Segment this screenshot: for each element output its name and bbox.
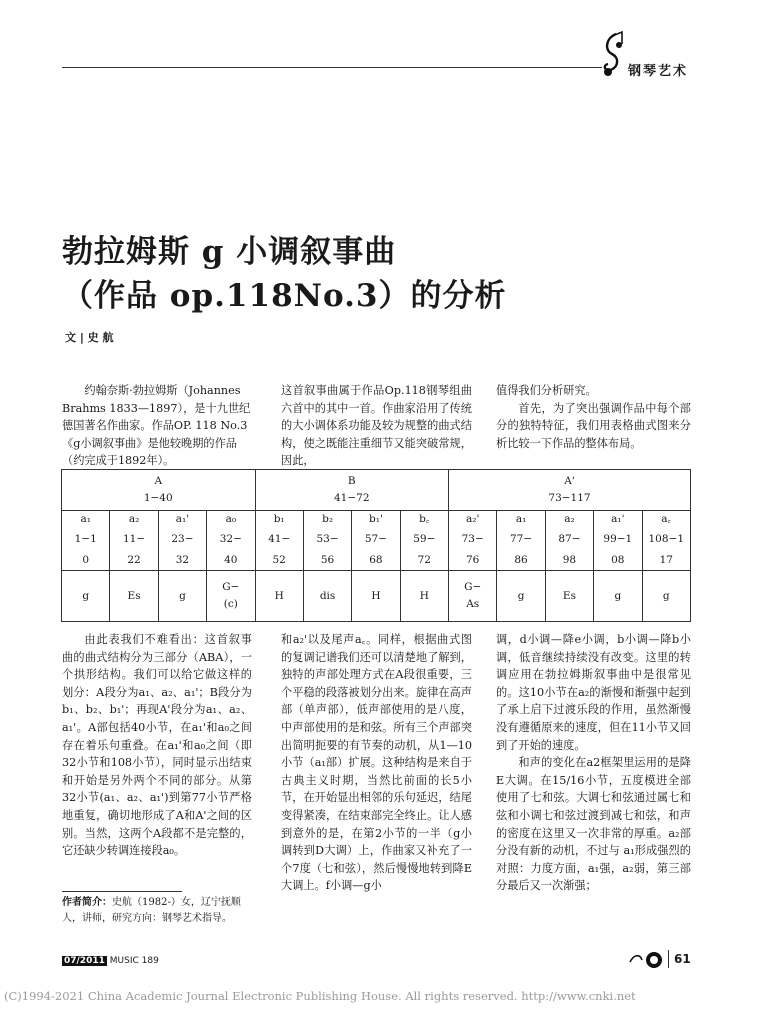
magazine-logo xyxy=(628,950,664,970)
section-cell: A 1−40 xyxy=(62,470,256,511)
table-cell: b꜀ xyxy=(400,511,448,529)
bar-row xyxy=(62,550,691,571)
section-cell: A' 73−117 xyxy=(449,470,691,511)
paragraph: 这首叙事曲属于作品Op.118钢琴组曲六首中的其中一首。作曲家沿用了传统的大小调体系功能及较为规整的曲式结构，使之既能注重细节又能突破常规，因此， xyxy=(281,384,472,468)
table-cell: a₁ xyxy=(497,511,545,529)
table-cell: b₂ xyxy=(303,511,351,529)
section-row xyxy=(62,470,691,511)
intro-column-2 xyxy=(281,382,472,470)
body-column-2 xyxy=(281,631,472,895)
subsection-row xyxy=(62,511,691,529)
table-cell: 1−1 xyxy=(62,528,110,550)
table-cell: a₂ xyxy=(110,511,158,529)
table-cell: G− As xyxy=(449,571,497,622)
table-cell: dis xyxy=(303,571,351,622)
body-column-1 xyxy=(62,631,252,860)
table-cell: 68 xyxy=(352,550,400,571)
table-cell: a꜀ xyxy=(642,511,691,529)
key-row xyxy=(62,571,691,622)
table-cell: g xyxy=(497,571,545,622)
piano-note-logo xyxy=(598,30,628,78)
title-line-1: 勃拉姆斯 g 小调叙事曲 xyxy=(62,234,397,270)
section-label: 钢琴艺术 xyxy=(628,64,689,79)
table-cell: a₂' xyxy=(449,511,497,529)
table-cell: a₂ xyxy=(545,511,593,529)
magazine-name: MUSIC 189 xyxy=(109,956,159,966)
header-rule xyxy=(62,67,602,68)
bio-text: 史航（1982-）女，辽宁抚顺人，讲师，研究方向：钢琴艺术指导。 xyxy=(62,897,241,924)
issue-badge: 07/2011 xyxy=(64,956,105,966)
table-cell: a₁ xyxy=(62,511,110,529)
body-column-3 xyxy=(496,631,691,895)
paragraph: 调，d小调—降e小调，b小调—降b小调，低音继续持续没有改变。这里的转调应用在勃拉姆斯叙事曲中是很常见的。这10小节在a₂的渐慢和渐强中起到了承上启下过渡乐段的作用，虽然渐慢没有遵循原来的速度，但在11小节又回到了开始的速度。 xyxy=(496,633,691,752)
table-cell: 108−1 xyxy=(642,528,691,550)
paragraph: 首先，为了突出强调作品中每个部分的独特特征，我们用表格曲式图来分析比较一下作品的整体布局。 xyxy=(496,401,691,450)
table-cell: 32− xyxy=(207,528,255,550)
author-byline: 文 | 史 航 xyxy=(65,331,114,344)
paragraph: 约翰奈斯·勃拉姆斯（Johannes Brahms 1833—1897），是十九世纪德国著名作曲家。作品OP. 118 No.3《g小调叙事曲》是他较晚期的作品（约完成于1892年）。 xyxy=(62,384,251,468)
table-cell: b₁ xyxy=(255,511,303,529)
table-cell: H xyxy=(400,571,448,622)
table-cell: 76 xyxy=(449,550,497,571)
table-cell: 86 xyxy=(497,550,545,571)
table-cell: G− (c) xyxy=(207,571,255,622)
article-title xyxy=(62,230,506,318)
table-cell: 0 xyxy=(62,550,110,571)
author-bio xyxy=(62,895,252,927)
table-cell: Es xyxy=(545,571,593,622)
table-cell: Es xyxy=(110,571,158,622)
table-cell: 87− xyxy=(545,528,593,550)
table-cell: 59− xyxy=(400,528,448,550)
table-cell: b₁' xyxy=(352,511,400,529)
table-cell: g xyxy=(62,571,110,622)
title-line-2: （作品 op.118No.3）的分析 xyxy=(62,278,507,314)
intro-column-1 xyxy=(62,382,252,470)
table-cell: 32 xyxy=(158,550,206,571)
table-cell: 40 xyxy=(207,550,255,571)
section-cell: B 41−72 xyxy=(255,470,449,511)
table-cell: 41− xyxy=(255,528,303,550)
table-cell: 72 xyxy=(400,550,448,571)
table-cell: 56 xyxy=(303,550,351,571)
footer-issue xyxy=(62,956,159,966)
table-cell: H xyxy=(255,571,303,622)
table-cell: 99−1 xyxy=(594,528,642,550)
paragraph: 和a₂'以及尾声a꜀。同样，根据曲式图的复调记谱我们还可以清楚地了解到，独特的声部处理方式在A段很重要，三个平稳的段落被划分出来。旋律在高声部（单声部），低声部使用的是八度，中声部使用的是和弦。所有三个声部突出简明扼要的有节奏的动机，从1—10小节（a₁部）扩展。这种结构是来自于古典主义时期，当然比前面的长5小节，在开始显出相邻的乐句延迟，结尾变得紧凑，在结束部完全终止。让人感到意外的是，在第2小节的一半（g小调转到D大调）上，作曲家又补充了一个7度（七和弦），然后慢慢地转到降E大调上。f小调—g小 xyxy=(281,633,472,893)
table-cell: g xyxy=(594,571,642,622)
bio-label: 作者简介： xyxy=(62,897,112,908)
table-cell: 52 xyxy=(255,550,303,571)
table-cell: 73− xyxy=(449,528,497,550)
table-cell: 57− xyxy=(352,528,400,550)
table-cell: 77− xyxy=(497,528,545,550)
table-cell: g xyxy=(642,571,691,622)
table-cell: a₀ xyxy=(207,511,255,529)
table-cell: 23− xyxy=(158,528,206,550)
page-number: 61 xyxy=(674,952,691,966)
bio-divider xyxy=(62,891,182,892)
table-cell: a₁' xyxy=(158,511,206,529)
intro-column-3 xyxy=(496,382,691,452)
paragraph: 值得我们分析研究。 xyxy=(496,384,597,397)
table-cell: 22 xyxy=(110,550,158,571)
table-cell: 53− xyxy=(303,528,351,550)
footer-separator xyxy=(668,950,669,968)
copyright-notice: (C)1994-2021 China Academic Journal Electronic Publishing House. All rights reserved. http://www.cnki.net xyxy=(4,989,636,1003)
table-cell: 08 xyxy=(594,550,642,571)
bar-row xyxy=(62,528,691,550)
table-cell: H xyxy=(352,571,400,622)
table-cell: 11− xyxy=(110,528,158,550)
paragraph: 由此表我们不难看出：这首叙事曲的曲式结构分为三部分（ABA），一个拱形结构。我们可以给它做这样的划分：A段分为a₁、a₂、a₁'；B段分为b₁、b₂、b₁'；再现A'段分为a₁、a₂、a₁'。A部包括40小节，在a₁'和a₀之间存在着乐句重叠。在a₁'和a₀之间（即32小节和108小节），同时显示出结束和开始是另外两个不同的部分。从第32小节(a₁、a₂、a₁')到第77小节严格地重复，确切地形成了A和A'之间的区别。当然，这两个A段都不是完整的，它还缺少转调连接段a₀。 xyxy=(62,633,252,858)
form-analysis-table xyxy=(61,469,691,622)
paragraph: 和声的变化在a2框架里运用的是降E大调。在15/16小节，五度模进全部使用了七和弦。大调七和弦通过属七和弦和小调七和弦过渡到减七和弦，和声的密度在这里又一次非常的厚重。a₂部分没有新的动机，不过与 a₁形成强烈的对照：力度方面，a₁强，a₂弱，第三部分最后又一次渐强； xyxy=(496,756,691,893)
table-cell: g xyxy=(158,571,206,622)
table-cell: a₁' xyxy=(594,511,642,529)
table-cell: 17 xyxy=(642,550,691,571)
table-cell: 98 xyxy=(545,550,593,571)
